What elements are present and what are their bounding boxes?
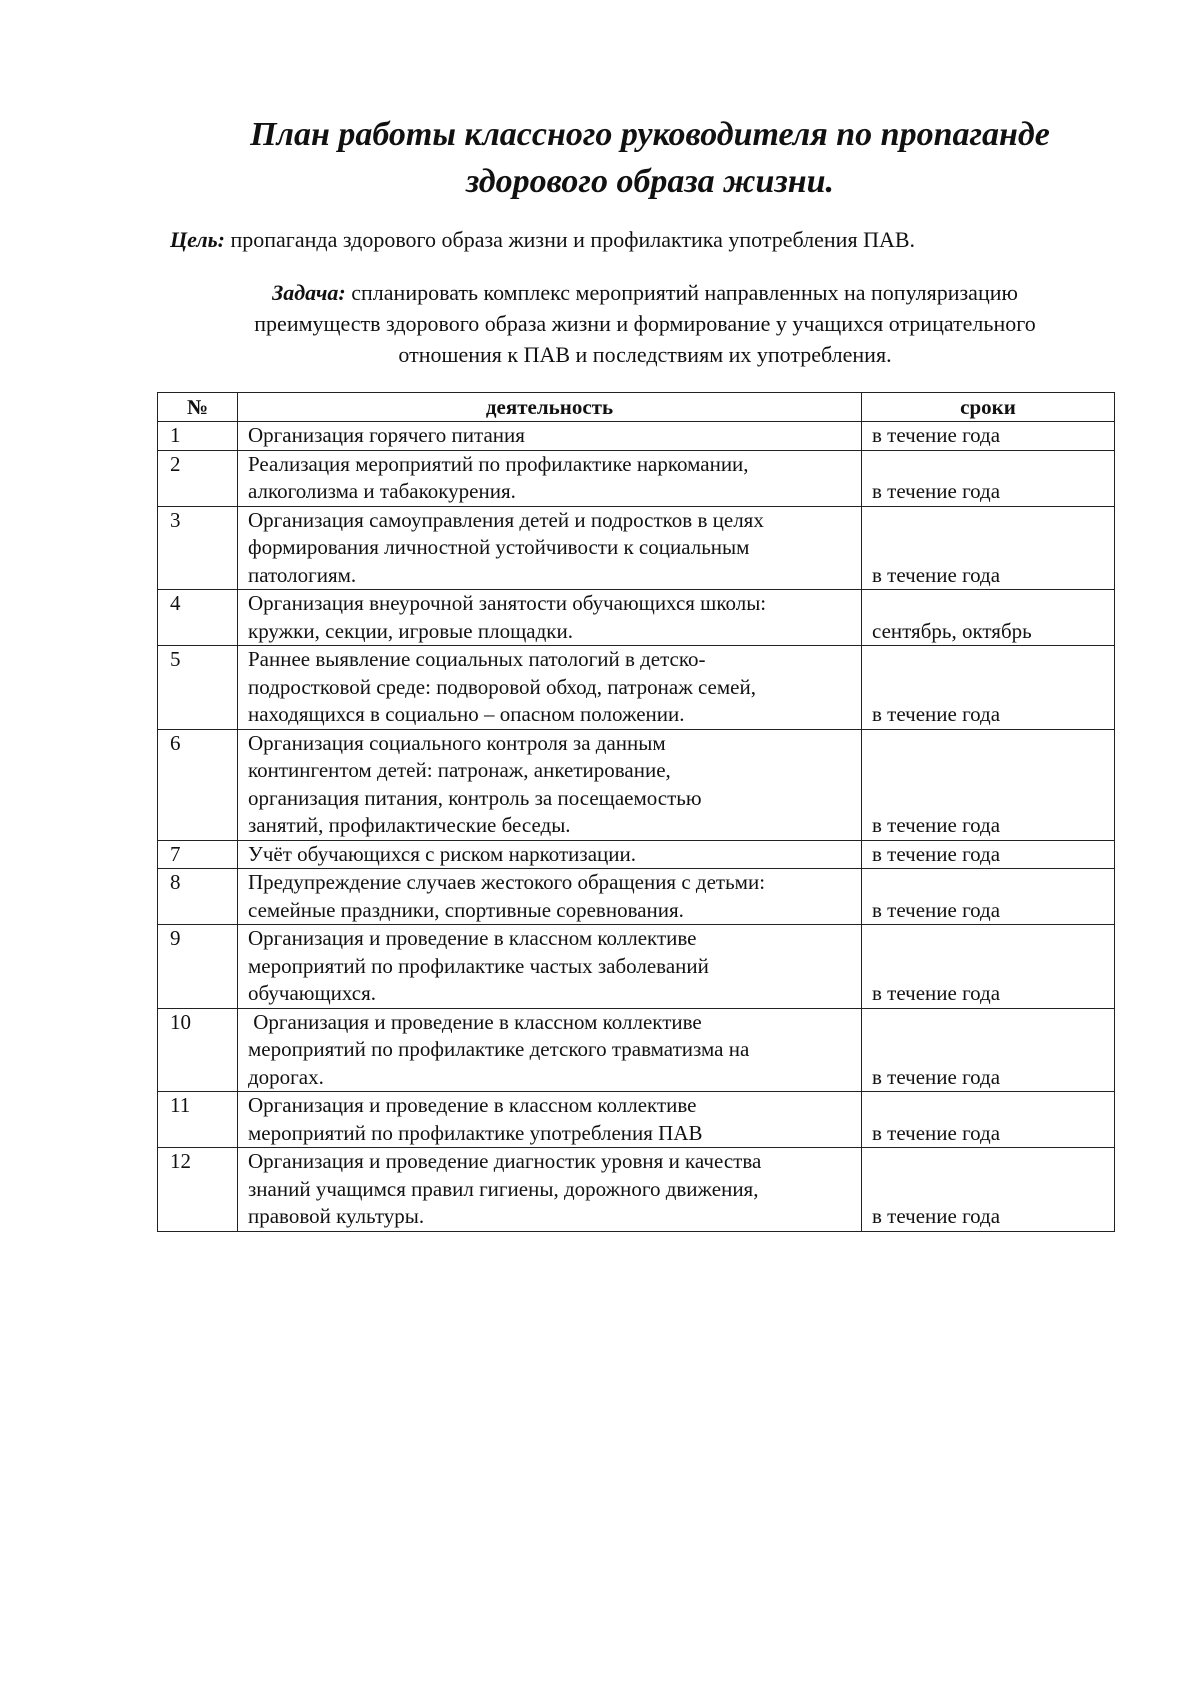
activity-line: Организация горячего питания — [248, 423, 525, 447]
row-activity — [238, 646, 862, 730]
activity-plan-table — [157, 392, 1115, 1232]
row-term: в течение года — [862, 729, 1115, 840]
row-activity — [238, 590, 862, 646]
activity-line: алкоголизма и табакокурения. — [248, 479, 516, 503]
table-row — [158, 1148, 1115, 1232]
row-term: в течение года — [862, 925, 1115, 1009]
table-row — [158, 450, 1115, 506]
activity-line: Организация и проведение диагностик уровня и качества — [248, 1149, 762, 1173]
row-number: 3 — [158, 506, 238, 590]
table-row — [158, 422, 1115, 451]
activity-line: Организация и проведение в классном коллективе — [248, 926, 697, 950]
activity-line: контингентом детей: патронаж, анкетирование, — [248, 758, 671, 782]
row-number: 6 — [158, 729, 238, 840]
row-number: 11 — [158, 1092, 238, 1148]
goal-text: пропаганда здорового образа жизни и профилактика употребления ПАВ. — [225, 227, 916, 252]
task-line-1 — [200, 280, 1090, 306]
goal-paragraph — [170, 227, 915, 253]
activity-line: Организация и проведение в классном коллективе — [248, 1093, 697, 1117]
row-activity — [238, 1092, 862, 1148]
row-term: в течение года — [862, 869, 1115, 925]
row-activity — [238, 925, 862, 1009]
row-activity — [238, 1008, 862, 1092]
activity-line: Организация и проведение в классном коллективе — [248, 1009, 702, 1034]
row-number: 1 — [158, 422, 238, 451]
task-text-line-1: спланировать комплекс мероприятий направленных на популяризацию — [345, 280, 1018, 305]
row-number: 4 — [158, 590, 238, 646]
page-title-line-2: здорового образа жизни. — [465, 163, 835, 200]
task-line-2: преимуществ здорового образа жизни и формирование у учащихся отрицательного — [254, 311, 1036, 336]
row-term: в течение года — [862, 450, 1115, 506]
table-row — [158, 729, 1115, 840]
table-header-row — [158, 393, 1115, 422]
activity-line: Организация самоуправления детей и подростков в целях — [248, 507, 764, 532]
activity-line: находящихся в социально – опасном положении. — [248, 702, 685, 726]
row-activity — [238, 729, 862, 840]
task-line-3: отношения к ПАВ и последствиям их употребления. — [398, 342, 892, 367]
activity-line: Раннее выявление социальных патологий в детско- — [248, 647, 706, 671]
activity-line: мероприятий по профилактике частых заболеваний — [248, 953, 709, 978]
task-label: Задача: — [272, 280, 346, 305]
row-term: в течение года — [862, 1008, 1115, 1092]
activity-line: знаний учащимся правил гигиены, дорожного движения, — [248, 1176, 759, 1201]
row-term: сентябрь, октябрь — [862, 590, 1115, 646]
activity-line: дорогах. — [248, 1064, 324, 1089]
row-term: в течение года — [862, 506, 1115, 590]
table-row — [158, 590, 1115, 646]
activity-line: патологиям. — [248, 562, 357, 587]
row-term: в течение года — [862, 1148, 1115, 1232]
activity-line: кружки, секции, игровые площадки. — [248, 618, 573, 643]
table-row — [158, 869, 1115, 925]
row-number: 9 — [158, 925, 238, 1009]
activity-line: обучающихся. — [248, 981, 376, 1005]
row-term: в течение года — [862, 646, 1115, 730]
row-activity — [238, 869, 862, 925]
header-term: сроки — [862, 393, 1115, 422]
row-number: 10 — [158, 1008, 238, 1092]
activity-line: Предупреждение случаев жестокого обращения с детьми: — [248, 870, 766, 894]
row-activity — [238, 450, 862, 506]
row-term: в течение года — [862, 1092, 1115, 1148]
row-number: 7 — [158, 840, 238, 869]
row-term: в течение года — [862, 840, 1115, 869]
row-activity — [238, 840, 862, 869]
table-row — [158, 646, 1115, 730]
header-number: № — [158, 393, 238, 422]
table-row — [158, 840, 1115, 869]
table-row — [158, 506, 1115, 590]
row-term: в течение года — [862, 422, 1115, 451]
activity-line: правовой культуры. — [248, 1204, 425, 1228]
activity-line: Реализация мероприятий по профилактике наркомании, — [248, 451, 749, 476]
activity-line: Учёт обучающихся с риском наркотизации. — [248, 841, 636, 866]
row-number: 5 — [158, 646, 238, 730]
table-row — [158, 925, 1115, 1009]
activity-line: мероприятий по профилактике детского травматизма на — [248, 1037, 750, 1061]
page-title-line-1: План работы классного руководителя по пропаганде — [250, 116, 1050, 153]
table-row — [158, 1092, 1115, 1148]
header-activity: деятельность — [238, 393, 862, 422]
activity-line: подростковой среде: подворовой обход, патронаж семей, — [248, 674, 756, 699]
row-number: 8 — [158, 869, 238, 925]
activity-line: семейные праздники, спортивные соревнования. — [248, 897, 684, 922]
activity-line: Организация социального контроля за данным — [248, 730, 666, 755]
row-activity — [238, 422, 862, 451]
activity-line: Организация внеурочной занятости обучающихся школы: — [248, 591, 767, 615]
activity-line: занятий, профилактические беседы. — [248, 813, 571, 837]
row-number: 12 — [158, 1148, 238, 1232]
row-activity — [238, 506, 862, 590]
table-body — [158, 422, 1115, 1232]
activity-line: мероприятий по профилактике употребления ПАВ — [248, 1120, 703, 1145]
goal-label: Цель: — [170, 227, 225, 252]
activity-line: формирования личностной устойчивости к социальным — [248, 535, 750, 559]
row-activity — [238, 1148, 862, 1232]
row-number: 2 — [158, 450, 238, 506]
activity-line: организация питания, контроль за посещаемостью — [248, 785, 702, 810]
table-row — [158, 1008, 1115, 1092]
